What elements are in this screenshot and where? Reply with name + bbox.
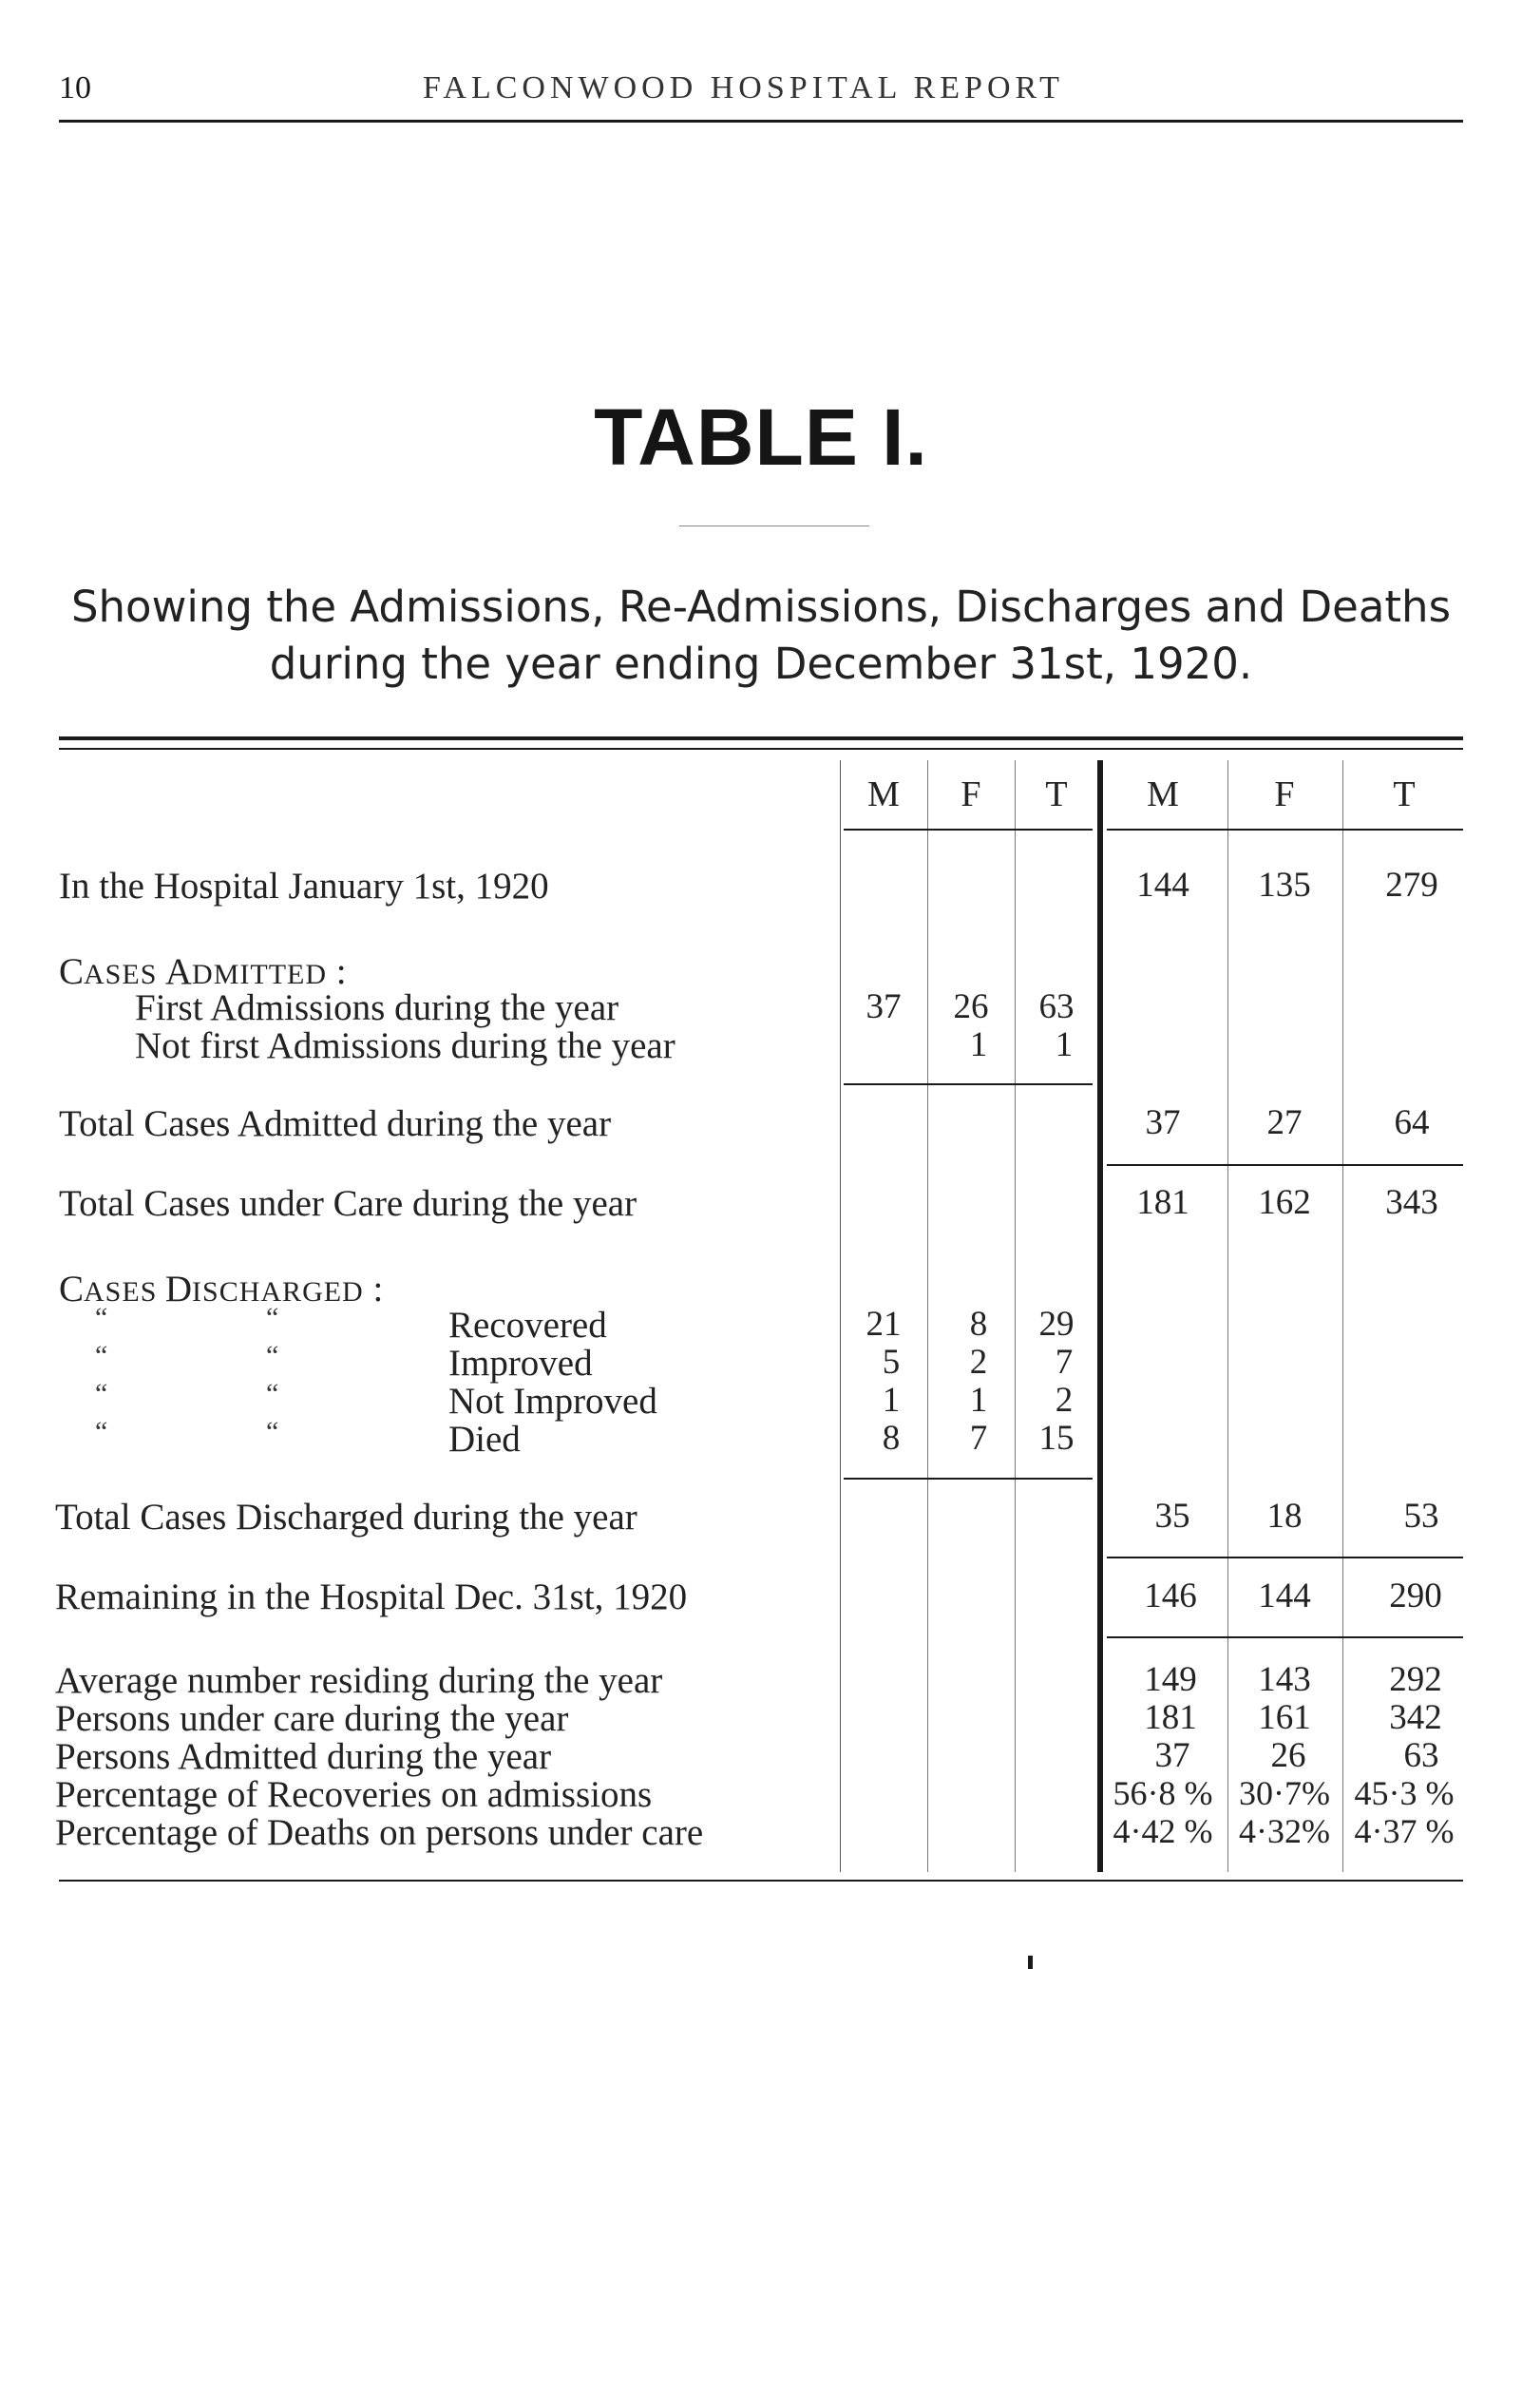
row-label: Persons under care during the year [55,1698,569,1739]
cell-value: 56·8 % [1113,1774,1213,1812]
column-header-t: T [1393,774,1416,814]
cell-value: 144 [1258,1577,1311,1615]
column-header-t: T [1045,774,1068,814]
row-label: Total Cases Discharged during the year [55,1497,637,1538]
subtotal-rule [1107,1164,1463,1166]
cell-value: 30·7% [1239,1774,1330,1812]
cell-value: 21 [866,1305,902,1344]
cell-value: 342 [1389,1698,1442,1737]
table-top-rule [59,736,1463,740]
column-rule [1015,760,1016,1872]
row-label: Percentage of Deaths on persons under care [55,1812,704,1853]
cell-value: 1 [969,1025,988,1064]
table-bottom-rule [59,1880,1463,1882]
cell-value: 146 [1144,1577,1197,1615]
print-speck [1028,1956,1033,1969]
cell-value: 29 [1038,1305,1075,1344]
ditto-mark: “ [266,1340,279,1371]
column-rule [1342,760,1343,1872]
column-rule [927,760,928,1872]
row-label: Improved [448,1343,593,1384]
table-subtitle-line-1: Showing the Admissions, Re-Admissions, Discharges and Deaths [70,582,1452,632]
cell-value: 290 [1389,1577,1442,1615]
row-label: Persons Admitted during the year [55,1736,552,1777]
ditto-mark: “ [266,1378,279,1409]
cell-value: 35 [1154,1497,1190,1536]
cell-value: 18 [1266,1497,1303,1536]
cell-value: 45·3 % [1354,1774,1455,1812]
cell-value: 292 [1389,1660,1442,1699]
cell-value: 15 [1038,1419,1075,1458]
ditto-mark: “ [266,1416,279,1447]
row-label: First Admissions during the year [135,987,619,1028]
row-label: Died [448,1419,521,1460]
cell-value: 162 [1258,1183,1311,1222]
cell-value: 7 [1055,1343,1074,1382]
row-label: Remaining in the Hospital Dec. 31st, 1920 [55,1577,688,1617]
cell-value: 64 [1394,1103,1430,1142]
header-underline [844,829,1093,831]
ditto-mark: “ [266,1302,279,1333]
cell-value: 5 [882,1343,901,1382]
ditto-mark: “ [95,1340,108,1371]
page-number: 10 [59,70,91,105]
cell-value: 8 [969,1305,988,1344]
cell-value: 1 [1055,1025,1074,1064]
row-label: Not Improved [448,1381,657,1422]
row-label: Percentage of Recoveries on admissions [55,1774,653,1815]
row-label: Total Cases under Care during the year [59,1183,637,1224]
cell-value: 26 [1270,1736,1306,1775]
column-rule [1227,760,1228,1872]
cell-value: 4·32% [1239,1812,1330,1850]
cell-value: 181 [1136,1183,1189,1222]
subtotal-rule [844,1083,1093,1085]
running-title: FALCONWOOD HOSPITAL REPORT [423,70,1064,105]
subtotal-rule [1107,1557,1463,1558]
table-title: TABLE I. [594,392,928,482]
cell-value: 2 [1055,1381,1074,1420]
column-rule [840,760,841,1872]
cell-value: 161 [1258,1698,1311,1737]
header-underline [1107,829,1463,831]
ditto-mark: “ [95,1302,108,1333]
row-label: Average number residing during the year [55,1660,663,1701]
cell-value: 143 [1258,1660,1311,1699]
cell-value: 37 [866,987,902,1026]
cell-value: 63 [1403,1736,1439,1775]
cell-value: 1 [969,1381,988,1420]
cell-value: 135 [1258,866,1311,905]
row-label: Not first Admissions during the year [135,1025,675,1066]
row-label: Total Cases Admitted during the year [59,1103,612,1144]
section-heading-discharged: CASES DISCHARGED : [59,1269,384,1309]
cell-value: 149 [1144,1660,1197,1699]
subtotal-rule [1107,1636,1463,1638]
column-divider-heavy [1097,760,1103,1872]
column-header-m: M [867,774,900,814]
cell-value: 343 [1385,1183,1438,1222]
column-header-f: F [1274,774,1295,814]
cell-value: 4·42 % [1113,1812,1213,1850]
row-label: In the Hospital January 1st, 1920 [59,866,549,907]
cell-value: 7 [969,1419,988,1458]
cell-value: 63 [1038,987,1075,1026]
ditto-mark: “ [95,1378,108,1409]
cell-value: 181 [1144,1698,1197,1737]
cell-value: 37 [1145,1103,1181,1142]
header-rule [59,120,1463,123]
cell-value: 27 [1266,1103,1303,1142]
subtotal-rule [844,1478,1093,1480]
table-top-rule-2 [59,748,1463,750]
row-label: Recovered [448,1305,607,1346]
cell-value: 37 [1154,1736,1190,1775]
cell-value: 279 [1385,866,1438,905]
cell-value: 4·37 % [1354,1812,1455,1850]
cell-value: 26 [953,987,989,1026]
table-subtitle-line-2: during the year ending December 31st, 1920. [269,639,1253,689]
cell-value: 8 [882,1419,901,1458]
cell-value: 2 [969,1343,988,1382]
cell-value: 53 [1403,1497,1439,1536]
cell-value: 144 [1136,866,1189,905]
section-heading-admitted: CASES ADMITTED : [59,951,347,992]
cell-value: 1 [882,1381,901,1420]
column-header-m: M [1147,774,1179,814]
ditto-mark: “ [95,1416,108,1447]
column-header-f: F [961,774,981,814]
